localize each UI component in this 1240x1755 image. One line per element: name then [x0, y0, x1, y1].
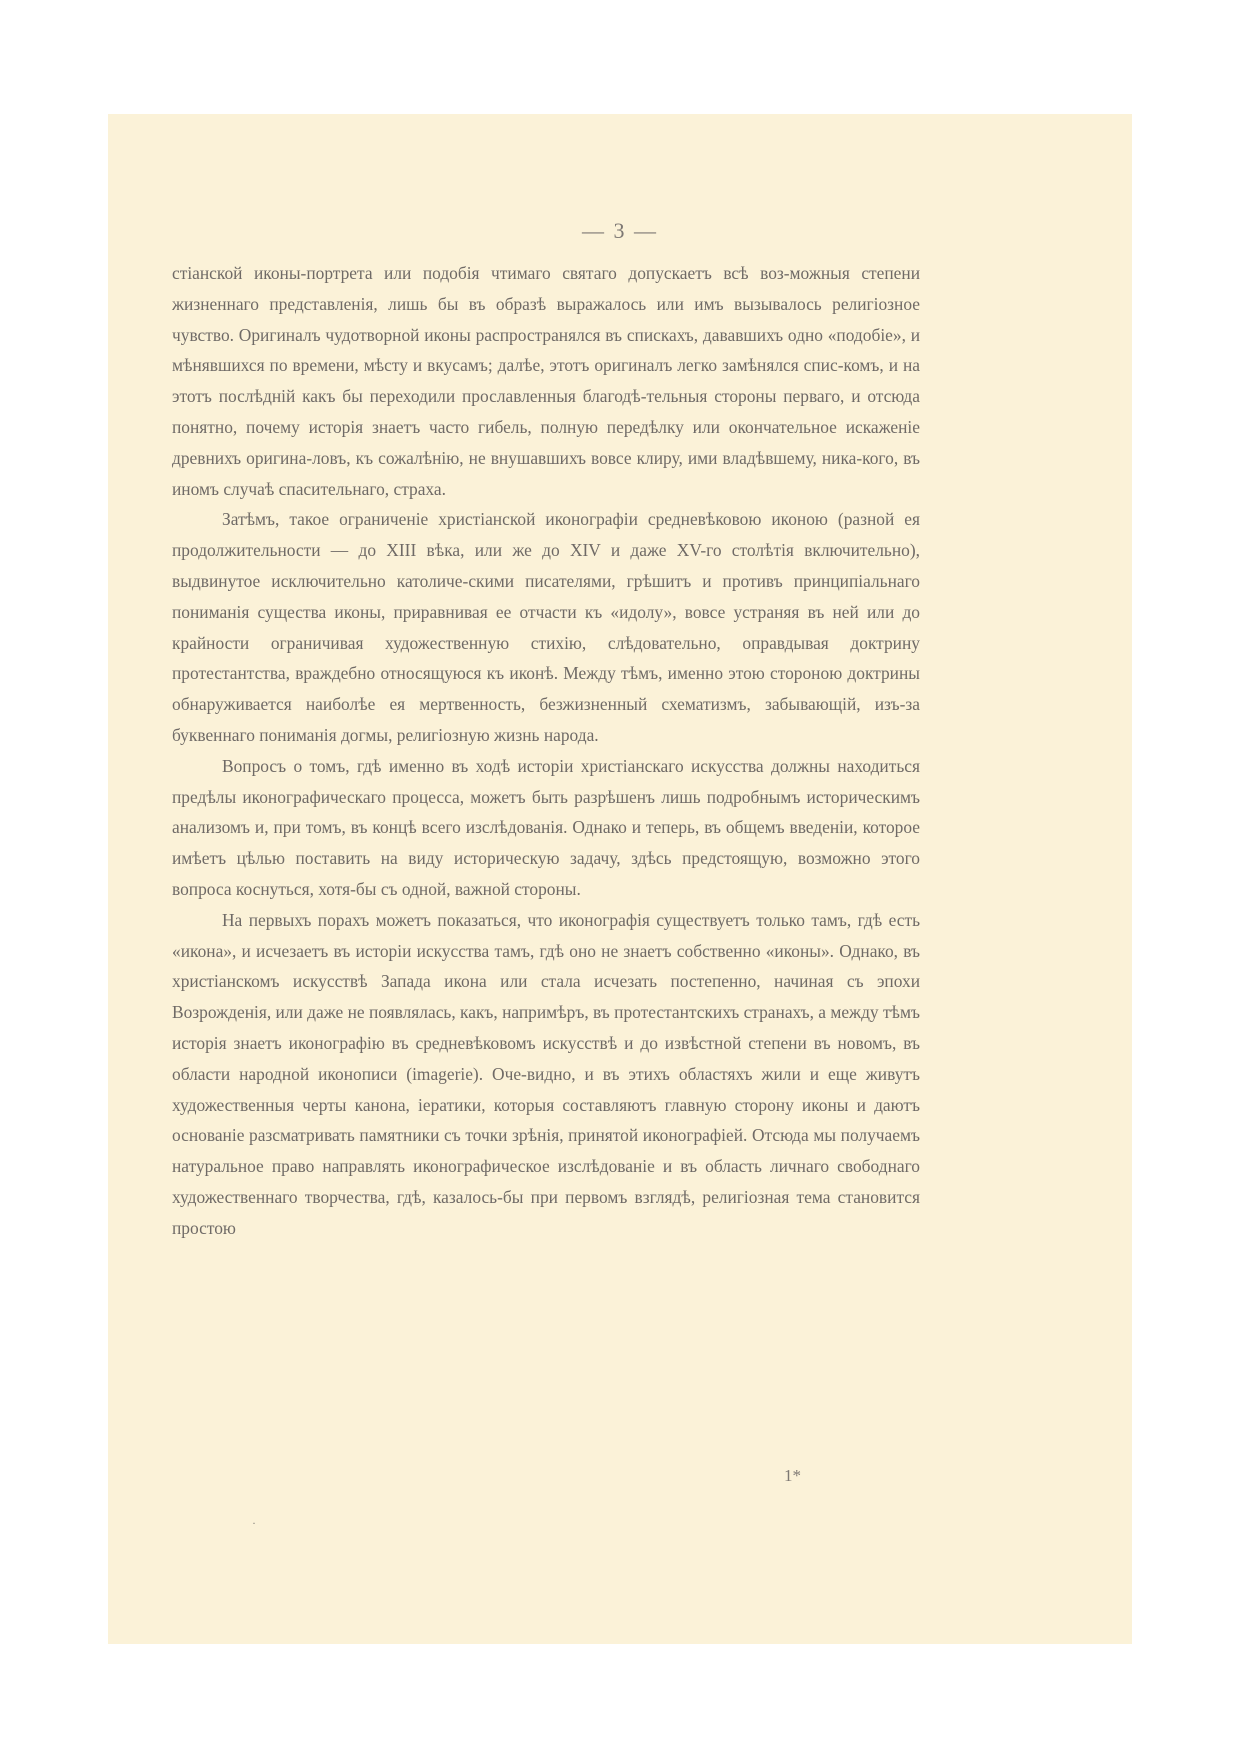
paragraph-2: Затѣмъ, такое ограниченіе христіанской иконографіи средневѣковою иконою (разной ея продолжительности — до XIII вѣка, или же до XIV и даже XV-го столѣтія включительно), выдвинутое исключительно католиче-скими писателями, грѣшитъ и противъ принципіальнаго пониманія существа иконы, приравнивая ее отчасти къ «идолу», вовсе устраняя въ ней или до крайности ограничивая художественную стихію, слѣдовательно, оправдывая доктрину протестантства, враждебно относящуюся къ иконѣ. Между тѣмъ, именно этою стороною доктрины обнаруживается наиболѣе ея мертвенность, безжизненный схематизмъ, забывающій, изъ-за буквеннаго пониманія догмы, религіозную жизнь народа. [172, 509, 920, 745]
paragraph-4: На первыхъ порахъ можетъ показаться, что иконографія существуетъ только тамъ, гдѣ есть «икона», и исчезаетъ въ исторіи искусства тамъ, гдѣ оно не знаетъ собственно «иконы». Однако, въ христіанскомъ искусствѣ Запада икона или стала исчезать постепенно, начиная съ эпохи Возрожденія, или даже не появлялась, какъ, напримѣръ, въ протестантскихъ странахъ, а между тѣмъ исторія знаетъ иконографію въ средневѣковомъ искусствѣ и до извѣстной степени въ новомъ, въ области народной иконописи (imagerie). Оче-видно, и въ этихъ областяхъ жили и еще живутъ художественныя черты канона, іератики, которыя составляютъ главную сторону иконы и даютъ основаніе разсматривать памятники съ точки зрѣнія, принятой иконографіей. Отсюда мы получаемъ натуральное право направлять иконографическое изслѣдованіе и въ область личнаго свободнаго художественнаго творчества, гдѣ, казалось-бы при первомъ взглядѣ, религіозная тема становится простою [172, 909, 920, 1238]
stray-mark: · [252, 1516, 256, 1530]
paragraph-1: стіанской иконы-портрета или подобія чтимаго святаго допускаетъ всѣ воз-можныя степени жизненнаго представленія, лишь бы въ образѣ выражалось или имъ вызывалось религіозное чувство. Оригиналъ чудотворной иконы распространялся въ спискахъ, дававшихъ одно «подобіе», и мѣнявшихся по времени, мѣсту и вкусамъ; далѣе, этотъ оригиналъ легко замѣнялся спис-комъ, и на этотъ послѣдній какъ бы переходили прославленныя благодѣ-тельныя стороны перваго, и отсюда понятно, почему исторія знаетъ часто гибель, полную передѣлку или окончательное искаженіе древнихъ оригина-ловъ, къ сожалѣнію, не внушавшихъ вовсе клиру, ими владѣвшему, ника-кого, въ иномъ случаѣ спасительнаго, страха. [172, 263, 920, 499]
signature-mark: 1* [784, 1466, 801, 1485]
paragraph-3: Вопросъ о томъ, гдѣ именно въ ходѣ исторіи христіанскаго искусства должны находиться предѣлы иконографическаго процесса, можетъ быть разрѣшенъ лишь подробнымъ историческимъ анализомъ и, при томъ, въ концѣ всего изслѣдованія. Однако и теперь, въ общемъ введеніи, которое имѣетъ цѣлью поставить на виду историческую задачу, здѣсь предстоящую, возможно этого вопроса коснуться, хотя-бы съ одной, важной стороны. [172, 755, 920, 899]
page-number: — 3 — [582, 218, 658, 243]
body-text [172, 258, 920, 1244]
book-page [108, 114, 1132, 1644]
